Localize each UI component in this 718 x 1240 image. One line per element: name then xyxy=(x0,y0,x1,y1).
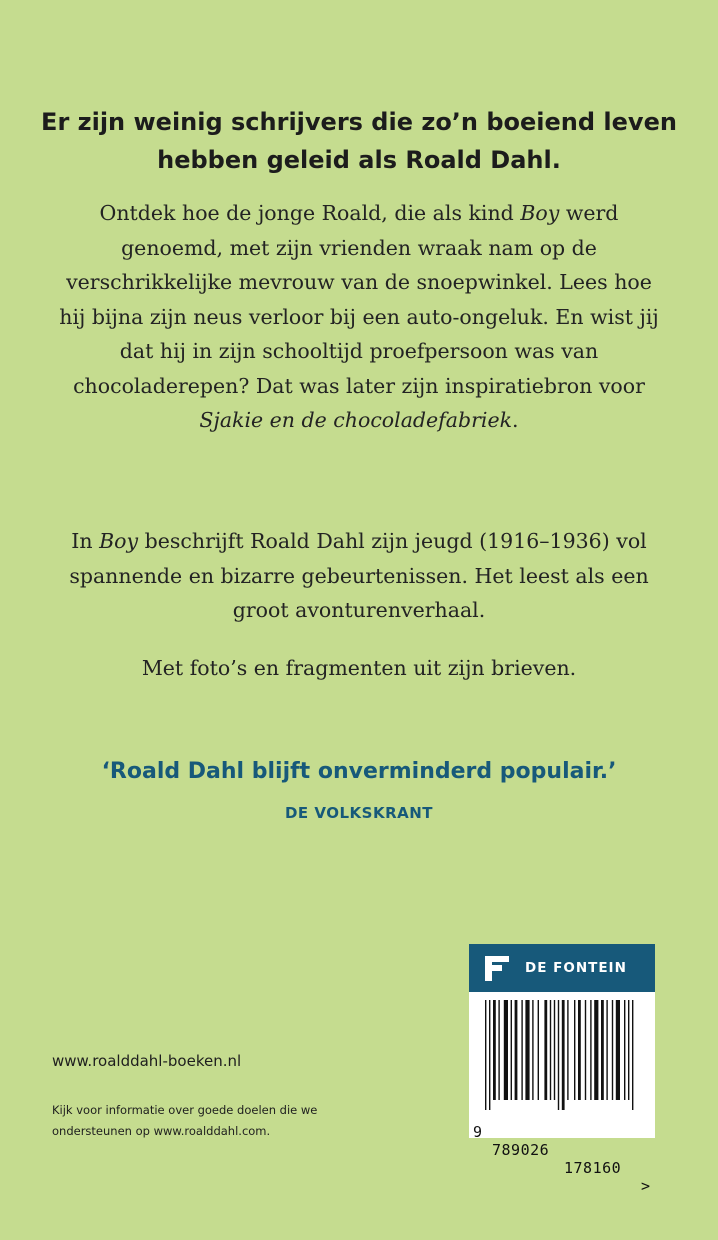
barcode-bar xyxy=(594,1000,598,1100)
barcode-bar xyxy=(590,1000,591,1100)
title-sjakie: Sjakie en de chocoladefabriek xyxy=(199,408,513,432)
barcode-bar xyxy=(550,1000,551,1100)
barcode-bar xyxy=(521,1000,522,1100)
barcode-bar xyxy=(632,1000,633,1110)
barcode-bar xyxy=(606,1000,607,1100)
barcode-icon xyxy=(485,1000,641,1110)
lead-line-2: hebben geleid als Roald Dahl. xyxy=(157,146,561,174)
de-fontein-logo-icon xyxy=(483,953,511,983)
charity-note xyxy=(52,1100,412,1142)
barcode-bar xyxy=(624,1000,625,1100)
blurb-text: werd genoemd, met zijn vrienden wraak nam op de verschrikkelijke mevrouw van de snoepwinkel. Lees hoe hij bijna zijn neus verloor bij een auto-ongeluk. En wist jij dat hij in zijn schooltijd proefpersoon was van chocoladerepen? Dat was later zijn inspiratiebron voor xyxy=(59,201,659,398)
isbn-first-digit: 9 xyxy=(473,1123,483,1141)
lead-line-1: Er zijn weinig schrijvers die zo’n boeiend leven xyxy=(41,108,677,136)
website-url: www.roalddahl-boeken.nl xyxy=(52,1052,242,1070)
barcode-bar xyxy=(574,1000,575,1100)
blurb-paragraph-1 xyxy=(50,196,668,438)
barcode-bar xyxy=(612,1000,613,1100)
barcode-bar xyxy=(616,1000,620,1100)
barcode-bar xyxy=(628,1000,629,1100)
barcode-bar xyxy=(558,1000,559,1110)
barcode-bar xyxy=(538,1000,539,1100)
barcode-bar xyxy=(498,1000,499,1100)
barcode-bar xyxy=(493,1000,496,1100)
barcode-bar xyxy=(489,1000,490,1110)
barcode-bar xyxy=(601,1000,604,1100)
barcode-bar xyxy=(562,1000,565,1110)
barcode-bar xyxy=(532,1000,533,1100)
quote-source: DE VOLKSKRANT xyxy=(284,804,434,822)
barcode-bar xyxy=(485,1000,486,1110)
charity-note-line-1: Kijk voor informatie over goede doelen die we xyxy=(52,1103,318,1117)
blurb-text: Ontdek hoe de jonge Roald, die als kind xyxy=(99,201,521,225)
blurb-text: In xyxy=(71,529,100,553)
publisher-name: DE FONTEIN xyxy=(525,960,627,976)
barcode xyxy=(469,992,655,1195)
barcode-bar xyxy=(554,1000,555,1100)
charity-note-line-2: ondersteunen op www.roalddahl.com. xyxy=(52,1124,271,1138)
title-boy: Boy xyxy=(520,201,560,225)
blurb-paragraph-3: Met foto’s en fragmenten uit zijn brieven. xyxy=(141,656,577,680)
isbn-left-group: 789026 xyxy=(492,1141,550,1159)
publisher-badge xyxy=(469,944,655,992)
blurb-text: . xyxy=(512,408,519,432)
barcode-bar xyxy=(504,1000,508,1100)
isbn-number xyxy=(469,1105,655,1213)
isbn-right-group: 178160 xyxy=(564,1159,622,1177)
lead-heading xyxy=(40,103,678,179)
barcode-bar xyxy=(511,1000,512,1100)
barcode-bar xyxy=(544,1000,547,1100)
isbn-quiet-mark: > xyxy=(641,1177,651,1195)
review-quote: ‘Roald Dahl blijft onverminderd populair.’ xyxy=(101,759,617,784)
blurb-paragraph-2 xyxy=(50,524,668,628)
blurb-text: beschrijft Roald Dahl zijn jeugd (1916–1936) vol spannende en bizarre gebeurtenissen. Het leest als een groot avonturenverhaal. xyxy=(69,529,649,622)
barcode-bar xyxy=(515,1000,518,1100)
barcode-bar xyxy=(578,1000,581,1100)
barcode-bar xyxy=(585,1000,586,1100)
barcode-bar xyxy=(525,1000,529,1100)
barcode-bar xyxy=(567,1000,568,1100)
title-boy: Boy xyxy=(99,529,139,553)
